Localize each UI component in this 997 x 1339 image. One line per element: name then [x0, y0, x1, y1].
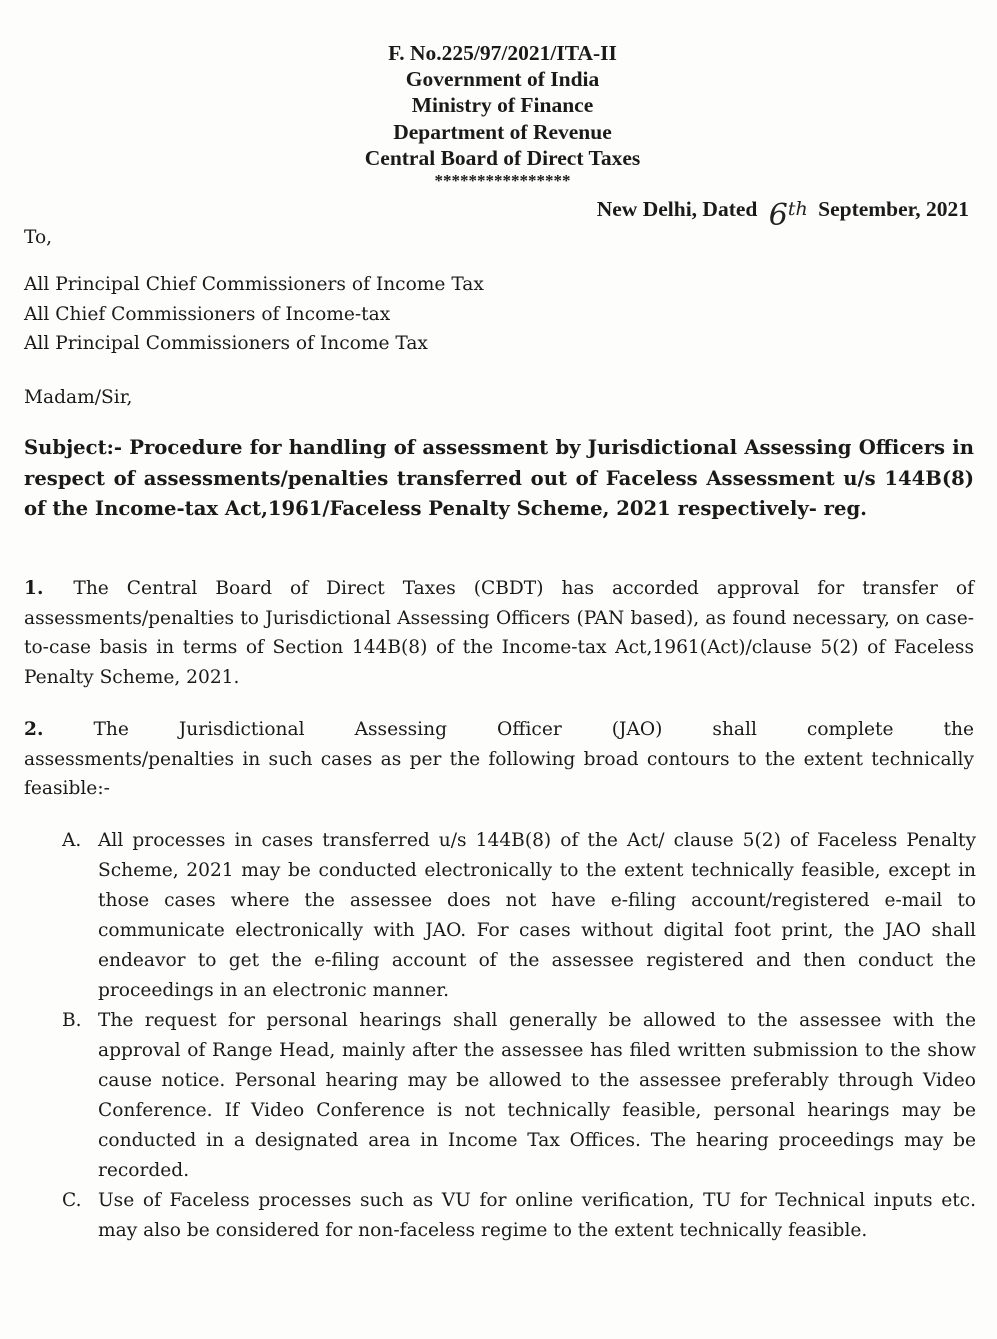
list-item-text: Use of Faceless processes such as VU for online verification, TU for Technical inputs etc. may also be considered for non-faceless regime to the extent technically feasible. [98, 1190, 976, 1241]
word: the [943, 719, 974, 740]
addressee-list [24, 270, 974, 359]
list-marker: C. [62, 1190, 82, 1211]
separator-stars: **************** [434, 171, 571, 191]
government-name: Government of India [405, 67, 600, 92]
ministry-name: Ministry of Finance [411, 93, 594, 118]
list-marker: A. [62, 830, 82, 851]
dateline [596, 197, 969, 233]
addressee: All Principal Chief Commissioners of Income Tax [24, 274, 484, 295]
paragraph-number: 2. [24, 719, 44, 740]
list-item [62, 826, 976, 1006]
to-line: To, [24, 227, 53, 248]
subject-line: Subject:- Procedure for handling of assessment by Jurisdictional Assessing Officers in respect of assessments/penalties transferred out of Faceless Assessment u/s 144B(8) of the Income-tax Act,1961/Faceless Penalty Scheme, 2021 respectively- reg. [24, 436, 974, 520]
file-number: F. No.225/97/2021/ITA-II [388, 41, 617, 65]
word: Officer [497, 719, 562, 740]
word: complete [806, 719, 894, 740]
addressee: All Chief Commissioners of Income-tax [24, 303, 391, 325]
paragraph-text: assessments/penalties in such cases as per the following broad contours to the extent technically feasible:- [24, 748, 974, 799]
salutation: Madam/Sir, [24, 387, 133, 408]
word: (JAO) [611, 719, 663, 740]
letterhead [0, 40, 997, 191]
word: Jurisdictional [178, 719, 305, 740]
board-name: Central Board of Direct Taxes [364, 145, 641, 170]
handwritten-suffix: th [787, 198, 808, 220]
addressee: All Principal Commissioners of Income Tax [24, 333, 428, 354]
list-item [62, 1186, 976, 1246]
dateline-prefix: New Delhi, Dated [596, 197, 758, 221]
word: Assessing [354, 719, 447, 740]
list-item-text: The request for personal hearings shall generally be allowed to the assessee with the approval of Range Head, mainly after the assessee has filed written submission to the show cause notice. Personal hearing may be allowed to the assessee preferably through Video Conference. If Video Conference is not technically feasible, personal hearings may be conducted in a designated area in Income Tax Offices. The hearing proceedings may be recorded. [98, 1010, 976, 1181]
list-marker: B. [62, 1010, 82, 1031]
handwritten-day: 6 [768, 198, 788, 233]
list-item-text: All processes in cases transferred u/s 144B(8) of the Act/ clause 5(2) of Faceless Penalty Scheme, 2021 may be conducted electronically to the extent technically feasible, except in those cases where the assessee does not have e-filing account/registered e-mail to communicate electronically with JAO. For cases without digital foot print, the JAO shall endeavor to get the e-filing account of the assessee registered and then conduct the proceedings in an electronic manner. [98, 830, 976, 1001]
paragraph-text: The Central Board of Direct Taxes (CBDT) has accorded approval for transfer of assessments/penalties to Jurisdictional Assessing Officers (PAN based), as found necessary, on case-to-case basis in terms of Section 144B(8) of the Income-tax Act,1961(Act)/clause 5(2) of Faceless Penalty Scheme, 2021. [24, 578, 974, 688]
word: The [93, 719, 129, 740]
paragraph-number: 1. [24, 578, 44, 599]
contour-list [62, 826, 976, 1246]
word: shall [712, 719, 757, 740]
dateline-suffix: September, 2021 [818, 197, 969, 221]
department-name: Department of Revenue [393, 119, 612, 144]
paragraph-2-first-line [24, 715, 974, 745]
paragraph-2 [24, 715, 974, 804]
paragraph-1 [24, 574, 974, 692]
list-item [62, 1006, 976, 1186]
